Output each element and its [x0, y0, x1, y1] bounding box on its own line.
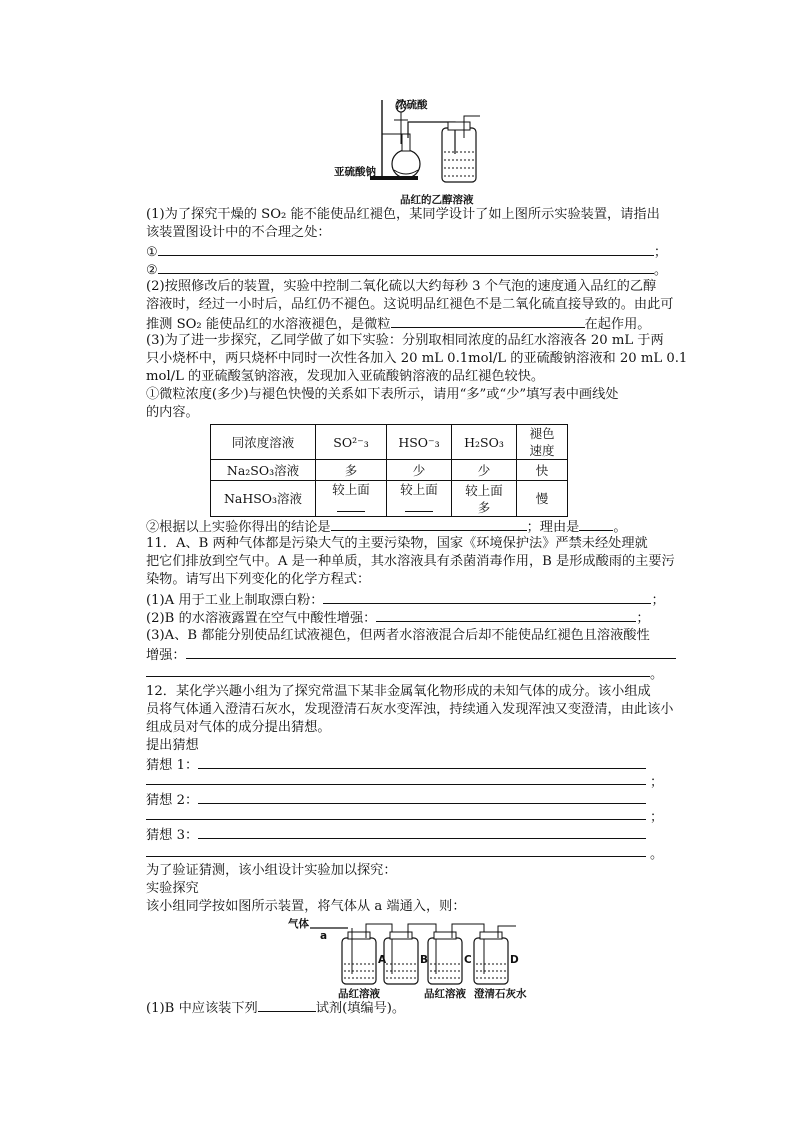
label-magenta-1: 品红溶液 [338, 988, 380, 1000]
period: 。 [653, 263, 668, 278]
text: (1)A 用于工业上制取漂白粉： [146, 593, 324, 608]
q10-answer-1 [146, 242, 666, 262]
header-part: 速度 [529, 443, 555, 458]
q11-sub-3-a: (3)A、B 都能分别使品红试液褪色，但两者水溶液混合后却不能使品红褪色且溶液酸性 [146, 628, 650, 643]
hypothesis-1-blank-cont[interactable] [146, 784, 646, 785]
text: ②根据以上实验你得出的结论是 [146, 520, 331, 535]
q10-part2-line-a: (2)按照修改后的装置，实验中控制二氧化硫以大约每秒 3 个气泡的速度通入品红的乙醇 [146, 279, 657, 294]
hypothesis-2 [146, 790, 666, 810]
table-header: HSO⁻₃ [387, 425, 452, 460]
q10-part3-line-b: 只小烧杯中，两只烧杯中同时一次性各加入 20 mL 0.1mol/L 的亚硫酸钠溶液和 20 mL 0.1 [146, 351, 688, 366]
hypothesis-1-blank[interactable] [198, 755, 646, 769]
q12-line-c: 组成员对气体的成分提出猜想。 [146, 720, 331, 735]
q10-part3-line-a: (3)为了进一步探究，乙同学做了如下实验：分别取相同浓度的品红水溶液各 20 mL 于两 [146, 333, 664, 348]
answer-blank-2[interactable] [158, 260, 654, 274]
conclusion-blank[interactable] [331, 517, 527, 531]
table-row [211, 481, 568, 517]
label-bottle-c: C [464, 954, 472, 966]
label-sodium-sulfite: 亚硫酸钠 [334, 166, 376, 178]
q12-line-b: 员将气体通入澄清石灰水，发现澄清石灰水变浑浊，持续通入发现浑浊又变澄清，由此该小 [146, 702, 674, 717]
q10-part3-line-e: 的内容。 [146, 405, 199, 420]
table-cell: Na₂SO₃溶液 [211, 460, 316, 481]
verify-text: 为了验证猜测，该小组设计实验加以探究： [146, 863, 397, 878]
text: 猜想 3： [146, 828, 199, 843]
text: 推测 SO₂ 能使品红的水溶液褪色，是微粒 [146, 317, 391, 332]
table-cell[interactable] [387, 481, 452, 517]
label-limewater: 澄清石灰水 [474, 988, 527, 1000]
q10-part2-line-c [146, 314, 666, 334]
q11-sub-1 [146, 590, 666, 610]
q10-part2-line-b: 溶液时，经过一小时后，品红仍不褪色。这说明品红褪色不是二氧化硫直接导致的。由此可 [146, 297, 674, 312]
table-cell: 多 [316, 460, 387, 481]
hypothesis-3-blank[interactable] [198, 825, 646, 839]
table-blank[interactable] [337, 498, 365, 512]
table-blank[interactable] [405, 498, 433, 512]
apparatus-figure-2 [286, 914, 536, 998]
text: 。 [613, 520, 627, 535]
equation-blank-1[interactable] [323, 590, 651, 604]
text: (1)B 中应该装下列 [146, 1001, 258, 1016]
q10-part1-line-b: 该装置图设计中的不合理之处： [146, 225, 331, 240]
table-header-row [211, 425, 568, 460]
reagent-blank[interactable] [258, 998, 316, 1012]
answer-blank-1[interactable] [158, 242, 654, 256]
text: (2)B 的水溶液露置在空气中酸性增强： [146, 611, 377, 626]
label-conc-sulfuric-acid: 浓硫酸 [396, 99, 428, 111]
text: ；理由是 [526, 520, 580, 535]
table-cell[interactable] [316, 481, 387, 517]
q10-part3-line-c: mol/L 的亚硫酸氢钠溶液，发现加入亚硫酸钠溶液的品红褪色较快。 [146, 369, 545, 384]
q12-line-a: 12．某化学兴趣小组为了探究常温下某非金属氧化物形成的未知气体的成分。该小组成 [146, 684, 651, 699]
hypothesis-2-blank[interactable] [198, 790, 646, 804]
text: 试剂(填编号)。 [315, 1001, 406, 1016]
q10-part3-line-d: ①微粒浓度(多少)与褪色快慢的关系如下表所示，请用“多”或“少”填写表中画线处 [146, 387, 619, 402]
header-part: 褪色 [529, 426, 555, 441]
table-row [211, 460, 568, 481]
table-header: H₂SO₃ [452, 425, 517, 460]
table-header: SO²⁻₃ [316, 425, 387, 460]
text: 在起作用。 [584, 317, 651, 332]
heading-hypothesis: 提出猜想 [146, 738, 199, 753]
label-bottle-b: B [420, 954, 429, 966]
cell-text: 较上面 [465, 482, 503, 498]
cell-text: 较上面 [332, 482, 370, 497]
hypothesis-1 [146, 755, 666, 775]
equation-blank-3[interactable] [186, 645, 676, 659]
cell-text: 多 [477, 499, 491, 515]
experiment-desc: 该小组同学按如图所示装置，将气体从 a 端通入，则： [146, 899, 466, 914]
q11-line-b: 把它们排放到空气中。A 是一种单质，其水溶液具有杀菌消毒作用，B 是形成酸雨的主要污 [146, 554, 675, 569]
text: ； [636, 611, 650, 626]
heading-experiment: 实验探究 [146, 881, 199, 896]
table-cell: 快 [517, 460, 568, 481]
text: ； [651, 593, 665, 608]
semicolon: ； [650, 775, 664, 790]
item-marker-2: ② [146, 263, 158, 278]
item-marker-1: ① [146, 245, 158, 260]
label-magenta-2: 品红溶液 [424, 988, 466, 1000]
table-cell: 少 [387, 460, 452, 481]
equation-blank-3-cont[interactable] [146, 676, 650, 677]
q12-sub-1 [146, 998, 666, 1018]
label-bottle-a: A [378, 954, 387, 966]
table-cell: 少 [452, 460, 517, 481]
q11-line-a: 11．A、B 两种气体都是污染大气的主要污染物，国家《环境保护法》严禁未经处理就 [146, 536, 648, 551]
label-port-a: a [320, 930, 328, 942]
q10-answer-2 [146, 260, 666, 280]
period: 。 [650, 667, 664, 682]
text: 增强： [146, 648, 186, 663]
period: 。 [650, 847, 664, 862]
text: 猜想 1： [146, 758, 199, 773]
semicolon: ； [650, 810, 664, 825]
table-header [517, 425, 568, 460]
cell-text: 较上面 [400, 482, 438, 497]
hypothesis-3-blank-cont[interactable] [146, 856, 646, 857]
text: 猜想 2： [146, 793, 199, 808]
equation-blank-2[interactable] [376, 608, 636, 622]
label-bottle-d: D [510, 954, 519, 966]
table-cell: NaHSO₃溶液 [211, 481, 316, 517]
q10-conclusion [146, 517, 666, 537]
concentration-table [210, 424, 568, 517]
table-header: 同浓度溶液 [211, 425, 316, 460]
q11-sub-3-b [146, 645, 666, 665]
table-cell [452, 481, 517, 517]
q10-part1-line-a: (1)为了探究干燥的 SO₂ 能不能使品红褪色，某同学设计了如上图所示实验装置，请指出 [146, 207, 660, 222]
q11-sub-2 [146, 608, 666, 628]
label-magenta-ethanol: 品红的乙醇溶液 [400, 194, 474, 206]
q11-line-c: 染物。请写出下列变化的化学方程式： [146, 572, 371, 587]
reason-blank[interactable] [579, 517, 613, 531]
table-cell: 慢 [517, 481, 568, 517]
hypothesis-3 [146, 825, 666, 845]
particle-blank[interactable] [391, 314, 585, 328]
label-gas: 气体 [288, 918, 309, 930]
apparatus-figure-1 [330, 94, 510, 206]
semicolon: ； [653, 245, 668, 260]
hypothesis-2-blank-cont[interactable] [146, 819, 646, 820]
